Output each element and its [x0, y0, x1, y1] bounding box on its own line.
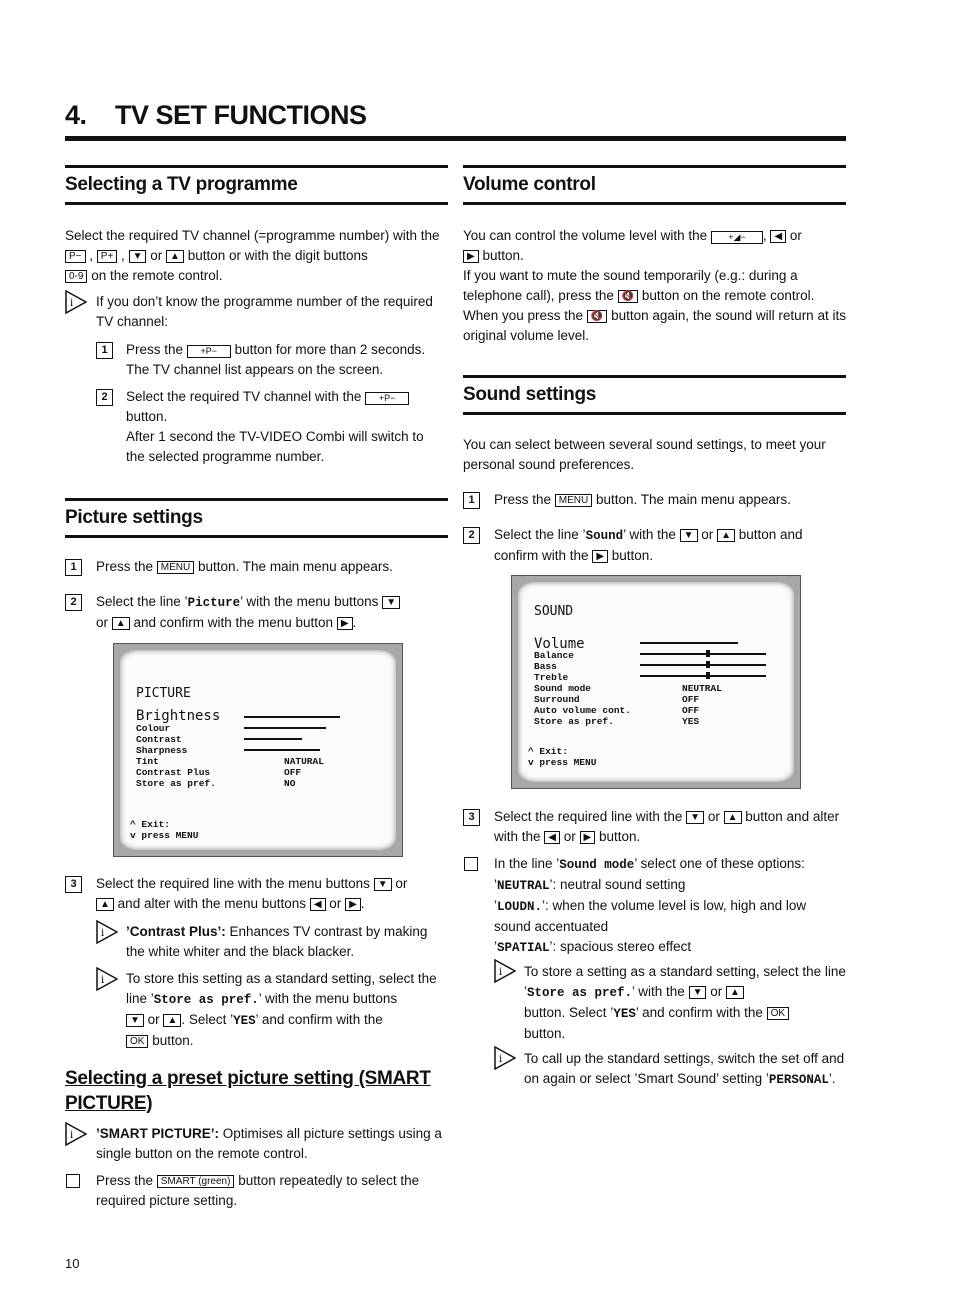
ok-key: OK [126, 1035, 148, 1048]
down-key: ▼ [374, 878, 392, 891]
slider-bar [244, 716, 340, 718]
screen-footer: ^ Exit: v press MENU [130, 819, 199, 841]
p-rocker-key: +P− [365, 392, 409, 405]
right-key: ▶ [580, 831, 596, 844]
up-key: ▲ [724, 811, 742, 824]
sound-intro: You can select between several sound settings, to meet your personal sound preferences. [463, 437, 826, 472]
volume-rocker-key: +◢− [711, 231, 763, 244]
slider-bar [640, 642, 738, 644]
up-key: ▲ [96, 898, 114, 911]
svg-text:i: i [70, 1130, 74, 1141]
screen-values: NATURAL OFF NO [284, 756, 324, 789]
info-icon [494, 959, 516, 983]
svg-text:i: i [499, 1054, 503, 1065]
step-number-1: 1 [65, 559, 82, 576]
p-minus-key: P− [65, 250, 86, 263]
down-key: ▼ [129, 250, 147, 263]
sound-store-info: To store a setting as a standard setting, select the line ’Store as pref.’ with the ▼ or ▲ button. Select ’YES’ and confirm with the OK button. [524, 964, 846, 1041]
menu-key: MENU [555, 494, 592, 507]
right-key: ▶ [345, 898, 361, 911]
right-key: ▶ [337, 617, 353, 630]
up-key: ▲ [163, 1014, 181, 1027]
down-key: ▼ [689, 986, 707, 999]
slider-marker [706, 650, 710, 657]
volume-text: You can control the volume level with the +◢− , ◀ or ▶ button. If you want to mute the sound temporarily (e.g.: during a telephone call), press the 🔇 button on the remote control. When you press the 🔇 button again, the sound will return at its original volume level. [463, 228, 846, 343]
picture-menu-screen [113, 643, 403, 857]
chapter-heading [65, 98, 846, 141]
up-key: ▲ [112, 617, 130, 630]
step-number-3: 3 [65, 876, 82, 893]
step-number-2: 2 [463, 527, 480, 544]
up-key: ▲ [166, 250, 184, 263]
section-title-smart-picture: Selecting a preset picture setting (SMART PICTURE) [65, 1068, 431, 1114]
p-plus-key: P+ [97, 250, 118, 263]
slider-bar [640, 653, 766, 655]
left-key: ◀ [544, 831, 560, 844]
info-icon [96, 920, 118, 944]
select-tv-info: If you don’t know the programme number of the required TV channel: [96, 294, 433, 329]
p-rocker-key: +P− [187, 345, 231, 358]
sound-standard-info: To call up the standard settings, switch the set off and on again or select ’Smart Sound’ setting ’PERSONAL’. [524, 1051, 845, 1087]
checkbox-bullet [66, 1174, 80, 1188]
slider-marker [706, 672, 710, 679]
screen-items: Balance Bass Treble Sound mode Surround Auto volume cont. Store as pref. [534, 650, 631, 727]
slider-marker [706, 661, 710, 668]
screen-footer: ^ Exit: v press MENU [528, 746, 597, 768]
sound-step3: Select the required line with the ▼ or ▲ button and alter with the ◀ or ▶ button. [494, 809, 840, 844]
screen-values: NEUTRAL OFF OFF YES [682, 683, 722, 727]
section-title-select-tv: Selecting a TV programme [65, 165, 448, 205]
svg-text:i: i [101, 928, 105, 939]
up-key: ▲ [717, 529, 735, 542]
chapter-title: TV SET FUNCTIONS [115, 100, 367, 130]
smart-picture-info: ’SMART PICTURE’: Optimises all picture settings using a single button on the remote control. [96, 1126, 442, 1161]
sound-menu-screen [511, 575, 801, 789]
down-key: ▼ [680, 529, 698, 542]
sound-mode-options: In the line ’Sound mode’ select one of these options: ’NEUTRAL’: neutral sound setting ’LOUDN.’: when the volume level is low, high and low sound accentuated ’SPATIAL’: spacious stereo effect [494, 856, 807, 955]
info-icon [96, 967, 118, 991]
svg-text:i: i [499, 967, 503, 978]
sound-step1: Press the MENU button. The main menu appears. [494, 492, 791, 507]
step-number-2: 2 [96, 389, 113, 406]
screen-title: PICTURE [136, 686, 191, 701]
select-tv-step2: Select the required TV channel with the +P− button. After 1 second the TV-VIDEO Combi will switch to the selected programme number. [126, 389, 424, 464]
slider-bar [244, 727, 326, 729]
down-key: ▼ [382, 596, 400, 609]
store-pref-info: To store this setting as a standard setting, select the line ’Store as pref.’ with the menu buttons ▼ or ▲ . Select ’YES’ and confirm with the OK button. [126, 971, 437, 1048]
svg-text:i: i [70, 298, 74, 309]
up-key: ▲ [726, 986, 744, 999]
slider-bar [640, 664, 766, 666]
info-icon [65, 1122, 87, 1146]
slider-bar [640, 675, 766, 677]
left-key: ◀ [770, 230, 786, 243]
screen-title: SOUND [534, 604, 574, 619]
section-title-sound: Sound settings [463, 375, 846, 415]
section-title-volume: Volume control [463, 165, 846, 205]
smart-picture-step: Press the SMART (green) button repeatedly to select the required picture setting. [96, 1173, 420, 1208]
digits-key: 0-9 [65, 270, 87, 283]
slider-bar [244, 738, 302, 740]
step-number-1: 1 [463, 492, 480, 509]
right-key: ▶ [592, 550, 608, 563]
section-title-picture: Picture settings [65, 498, 448, 538]
screen-highlight: Brightness [136, 708, 221, 724]
right-key: ▶ [463, 250, 479, 263]
step-number-1: 1 [96, 342, 113, 359]
svg-text:i: i [101, 975, 105, 986]
info-icon [494, 1046, 516, 1070]
chapter-number: 4. [65, 100, 87, 130]
picture-step3: Select the required line with the menu buttons ▼ or ▲ and alter with the menu buttons ◀ or ▶ . [96, 876, 408, 911]
left-key: ◀ [310, 898, 326, 911]
step-number-3: 3 [463, 809, 480, 826]
contrast-plus-info: ’Contrast Plus’: Enhances TV contrast by making the white whiter and the black blacker. [126, 924, 428, 959]
menu-key: MENU [157, 561, 194, 574]
down-key: ▼ [686, 811, 704, 824]
step-number-2: 2 [65, 594, 82, 611]
picture-step1: Press the MENU button. The main menu appears. [96, 559, 393, 574]
checkbox-bullet [464, 857, 478, 871]
mute-key: 🔇 [587, 310, 607, 323]
select-tv-intro: Select the required TV channel (=programme number) with the P− , P+ , ▼ or ▲ button or with the digit buttons 0-9 on the remote control. [65, 228, 440, 283]
screen-items: Colour Contrast Sharpness Tint Contrast Plus Store as pref. [136, 723, 216, 789]
sound-step2: Select the line ’Sound’ with the ▼ or ▲ button and confirm with the ▶ button. [494, 527, 803, 563]
down-key: ▼ [126, 1014, 144, 1027]
picture-step2: Select the line ’Picture’ with the menu buttons ▼ or ▲ and confirm with the menu button ▶ . [96, 592, 448, 633]
info-icon [65, 290, 87, 314]
smart-green-key: SMART (green) [157, 1175, 235, 1188]
screen-highlight: Volume [534, 636, 585, 652]
slider-bar [244, 749, 320, 751]
mute-key: 🔇 [618, 290, 638, 303]
page-number: 10 [65, 1256, 80, 1271]
select-tv-step1: Press the +P− button for more than 2 seconds. The TV channel list appears on the screen. [126, 342, 426, 377]
ok-key: OK [767, 1007, 789, 1020]
